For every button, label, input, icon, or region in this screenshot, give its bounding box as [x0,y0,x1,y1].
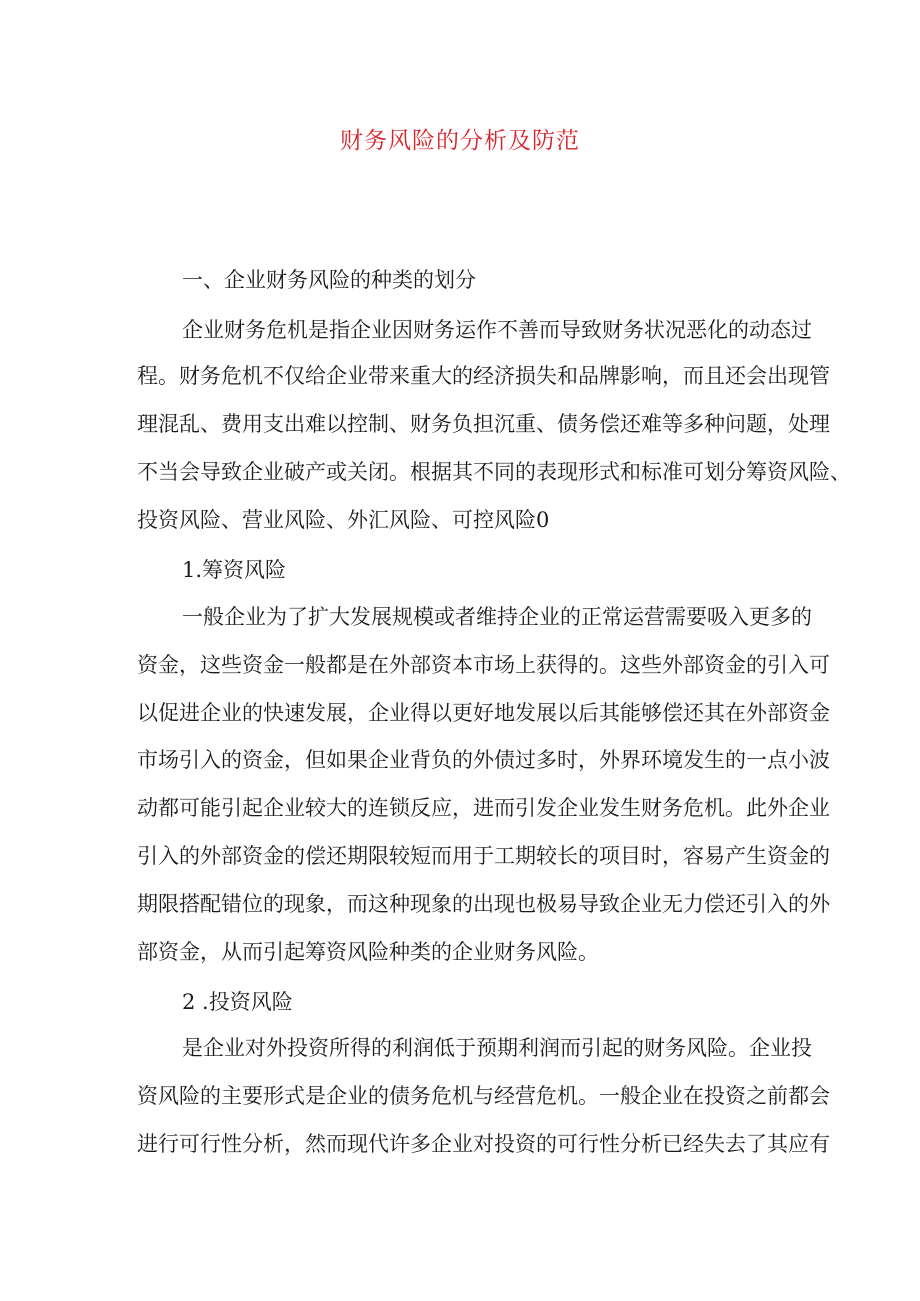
paragraph-line: 不当会导致企业破产或关闭。根据其不同的表现形式和标准可划分筹资风险、 [137,460,851,484]
subsection-heading: 1.筹资风险 [182,558,287,582]
paragraph-line: 资金，这些资金一般都是在外部资本市场上获得的。这些外部资金的引入可 [137,653,830,677]
document-title: 财务风险的分析及防范 [340,128,580,154]
paragraph-line: 部资金，从而引起筹资风险种类的企业财务风险。 [137,940,599,964]
paragraph-line: 引入的外部资金的偿还期限较短而用于工期较长的项目时，容易产生资金的 [137,844,830,868]
paragraph-line: 企业财务危机是指企业因财务运作不善而导致财务状况恶化的动态过 [182,318,812,342]
paragraph-line: 理混乱、费用支出难以控制、财务负担沉重、债务偿还难等多种问题，处理 [137,412,830,436]
paragraph-line: 程。财务危机不仅给企业带来重大的经济损失和品牌影响，而且还会出现管 [137,364,830,388]
section-heading: 一、企业财务风险的种类的划分 [182,268,476,292]
paragraph-line: 以促进企业的快速发展，企业得以更好地发展以后其能够偿还其在外部资金 [137,701,830,725]
paragraph-line: 动都可能引起企业较大的连锁反应，进而引发企业发生财务危机。此外企业 [137,796,830,820]
paragraph-line: 资风险的主要形式是企业的债务危机与经营危机。一般企业在投资之前都会 [137,1084,830,1108]
subsection-heading: 2 .投资风险 [182,990,293,1014]
paragraph-line: 投资风险、营业风险、外汇风险、可控风险0 [137,508,550,532]
paragraph-line: 期限搭配错位的现象，而这种现象的出现也极易导致企业无力偿还引入的外 [137,892,830,916]
paragraph-line: 是企业对外投资所得的利润低于预期利润而引起的财务风险。企业投 [182,1036,812,1060]
paragraph-line: 市场引入的资金，但如果企业背负的外债过多时，外界环境发生的一点小波 [137,748,830,772]
paragraph-line: 一般企业为了扩大发展规模或者维持企业的正常运营需要吸入更多的 [182,605,812,629]
paragraph-line: 进行可行性分析，然而现代许多企业对投资的可行性分析已经失去了其应有 [137,1132,830,1156]
